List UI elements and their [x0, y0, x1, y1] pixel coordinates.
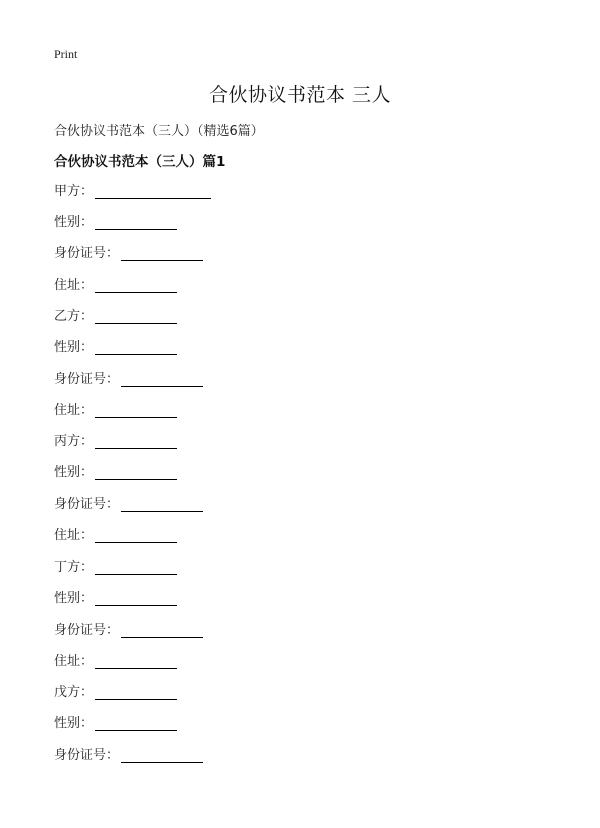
- field-label: 身份证号：: [54, 372, 120, 387]
- field-label: 住址：: [54, 654, 94, 669]
- field-label: 身份证号：: [54, 497, 120, 512]
- form-field: [54, 620, 203, 638]
- field-label: 性别：: [54, 215, 94, 230]
- field-label: 性别：: [54, 716, 94, 731]
- form-field: [54, 525, 177, 543]
- field-label: 住址：: [54, 278, 94, 293]
- blank-line: [121, 748, 203, 763]
- blank-line: [95, 591, 177, 606]
- field-label: 性别：: [54, 340, 94, 355]
- section-heading: 合伙协议书范本（三人）篇1: [54, 154, 226, 170]
- form-field: [54, 431, 177, 449]
- form-field: [54, 745, 203, 763]
- blank-line: [121, 623, 203, 638]
- form-field: [54, 337, 177, 355]
- blank-line: [95, 340, 177, 355]
- blank-line: [95, 278, 177, 293]
- blank-line: [95, 654, 177, 669]
- field-label: 甲方：: [54, 184, 94, 199]
- document-subtitle: 合伙协议书范本（三人）（精选6篇）: [54, 124, 264, 139]
- form-field: [54, 306, 177, 324]
- field-label: 戊方：: [54, 685, 94, 700]
- form-field: [54, 400, 177, 418]
- form-field: [54, 243, 203, 261]
- field-label: 性别：: [54, 591, 94, 606]
- form-field: [54, 682, 177, 700]
- blank-line: [121, 372, 203, 387]
- blank-line: [95, 309, 177, 324]
- form-field: [54, 713, 177, 731]
- blank-line: [95, 403, 177, 418]
- blank-line: [121, 246, 203, 261]
- form-field: [54, 651, 177, 669]
- field-label: 身份证号：: [54, 623, 120, 638]
- blank-line: [95, 434, 177, 449]
- field-label: 丙方：: [54, 434, 94, 449]
- field-label: 乙方：: [54, 309, 94, 324]
- form-field: [54, 588, 177, 606]
- blank-line: [95, 716, 177, 731]
- blank-line: [95, 184, 211, 199]
- field-label: 性别：: [54, 465, 94, 480]
- blank-line: [95, 465, 177, 480]
- blank-line: [95, 528, 177, 543]
- form-field: [54, 369, 203, 387]
- blank-line: [95, 560, 177, 575]
- field-label: 住址：: [54, 403, 94, 418]
- form-field: [54, 494, 203, 512]
- field-label: 身份证号：: [54, 748, 120, 763]
- form-field: [54, 462, 177, 480]
- form-field: [54, 275, 177, 293]
- blank-line: [95, 215, 177, 230]
- print-label: Print: [54, 47, 78, 61]
- form-field: [54, 181, 211, 199]
- form-field: [54, 557, 177, 575]
- field-label: 住址：: [54, 528, 94, 543]
- blank-line: [95, 685, 177, 700]
- field-label: 丁方：: [54, 560, 94, 575]
- blank-line: [121, 497, 203, 512]
- document-title: 合伙协议书范本 三人: [208, 84, 392, 106]
- form-field: [54, 212, 177, 230]
- field-label: 身份证号：: [54, 246, 120, 261]
